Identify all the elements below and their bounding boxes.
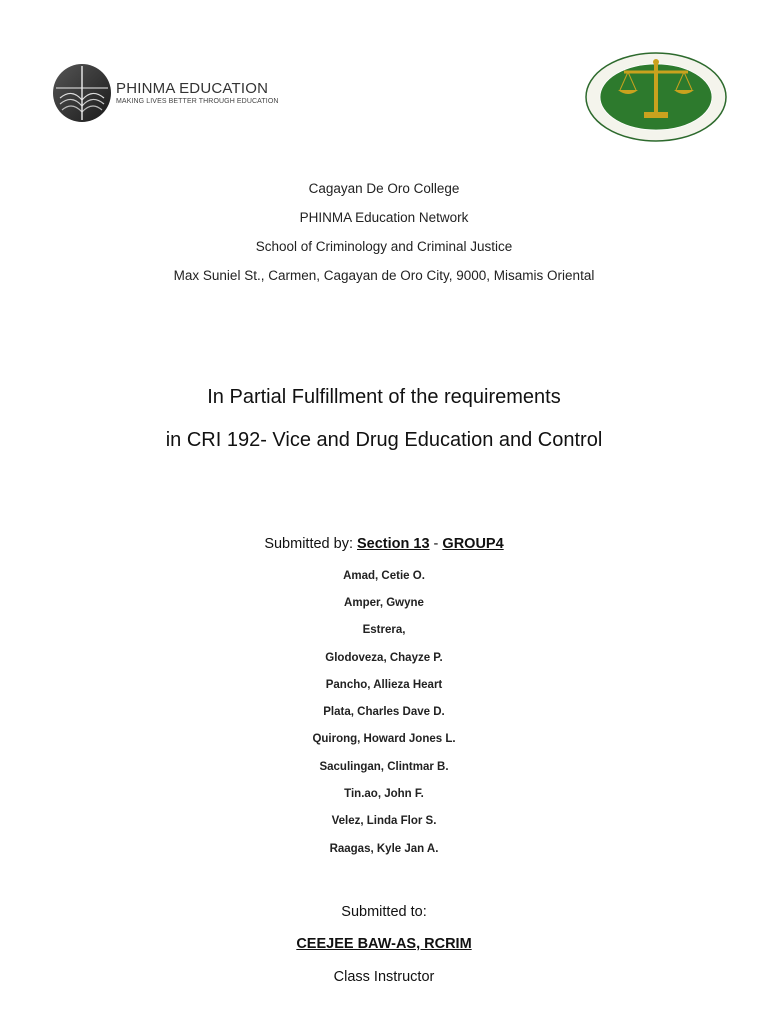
phinma-title: PHINMA EDUCATION bbox=[116, 80, 269, 97]
requirement-line-2: in CRI 192- Vice and Drug Education and Control bbox=[165, 429, 603, 451]
list-item: Pancho, Allieza Heart bbox=[325, 679, 443, 691]
instructor-name: CEEJEE BAW-AS, RCRIM bbox=[296, 936, 472, 952]
instructor-role: Class Instructor bbox=[333, 969, 435, 985]
network-name: PHINMA Education Network bbox=[299, 210, 469, 225]
group-label: GROUP4 bbox=[442, 536, 504, 552]
requirement-line-1: In Partial Fulfillment of the requirements bbox=[207, 386, 561, 408]
list-item: Amper, Gwyne bbox=[344, 597, 424, 609]
list-item: Quirong, Howard Jones L. bbox=[312, 733, 456, 745]
section-label: Section 13 bbox=[357, 536, 430, 552]
list-item: Raagas, Kyle Jan A. bbox=[329, 843, 439, 855]
phinma-emblem-icon bbox=[52, 58, 112, 128]
school-name: Cagayan De Oro College bbox=[308, 181, 460, 196]
submitted-by-label: Submitted by: bbox=[264, 536, 357, 552]
list-item: Glodoveza, Chayze P. bbox=[325, 652, 443, 664]
submitted-by-line bbox=[0, 536, 768, 552]
college-seal-icon bbox=[578, 50, 728, 145]
list-item: Saculingan, Clintmar B. bbox=[319, 761, 449, 773]
list-item: Amad, Cetie O. bbox=[343, 570, 425, 582]
list-item: Velez, Linda Flor S. bbox=[331, 815, 437, 827]
phinma-education-logo bbox=[52, 58, 279, 128]
list-item: Tin.ao, John F. bbox=[344, 788, 424, 800]
submitted-to-label: Submitted to: bbox=[341, 904, 427, 920]
list-item: Plata, Charles Dave D. bbox=[323, 706, 445, 718]
school-address: Max Suniel St., Carmen, Cagayan de Oro City, 9000, Misamis Oriental bbox=[173, 268, 595, 283]
separator: - bbox=[429, 536, 443, 552]
phinma-tagline: MAKING LIVES BETTER THROUGH EDUCATION bbox=[116, 98, 279, 105]
department-name: School of Criminology and Criminal Justice bbox=[255, 239, 513, 254]
list-item: Estrera, bbox=[362, 624, 406, 636]
